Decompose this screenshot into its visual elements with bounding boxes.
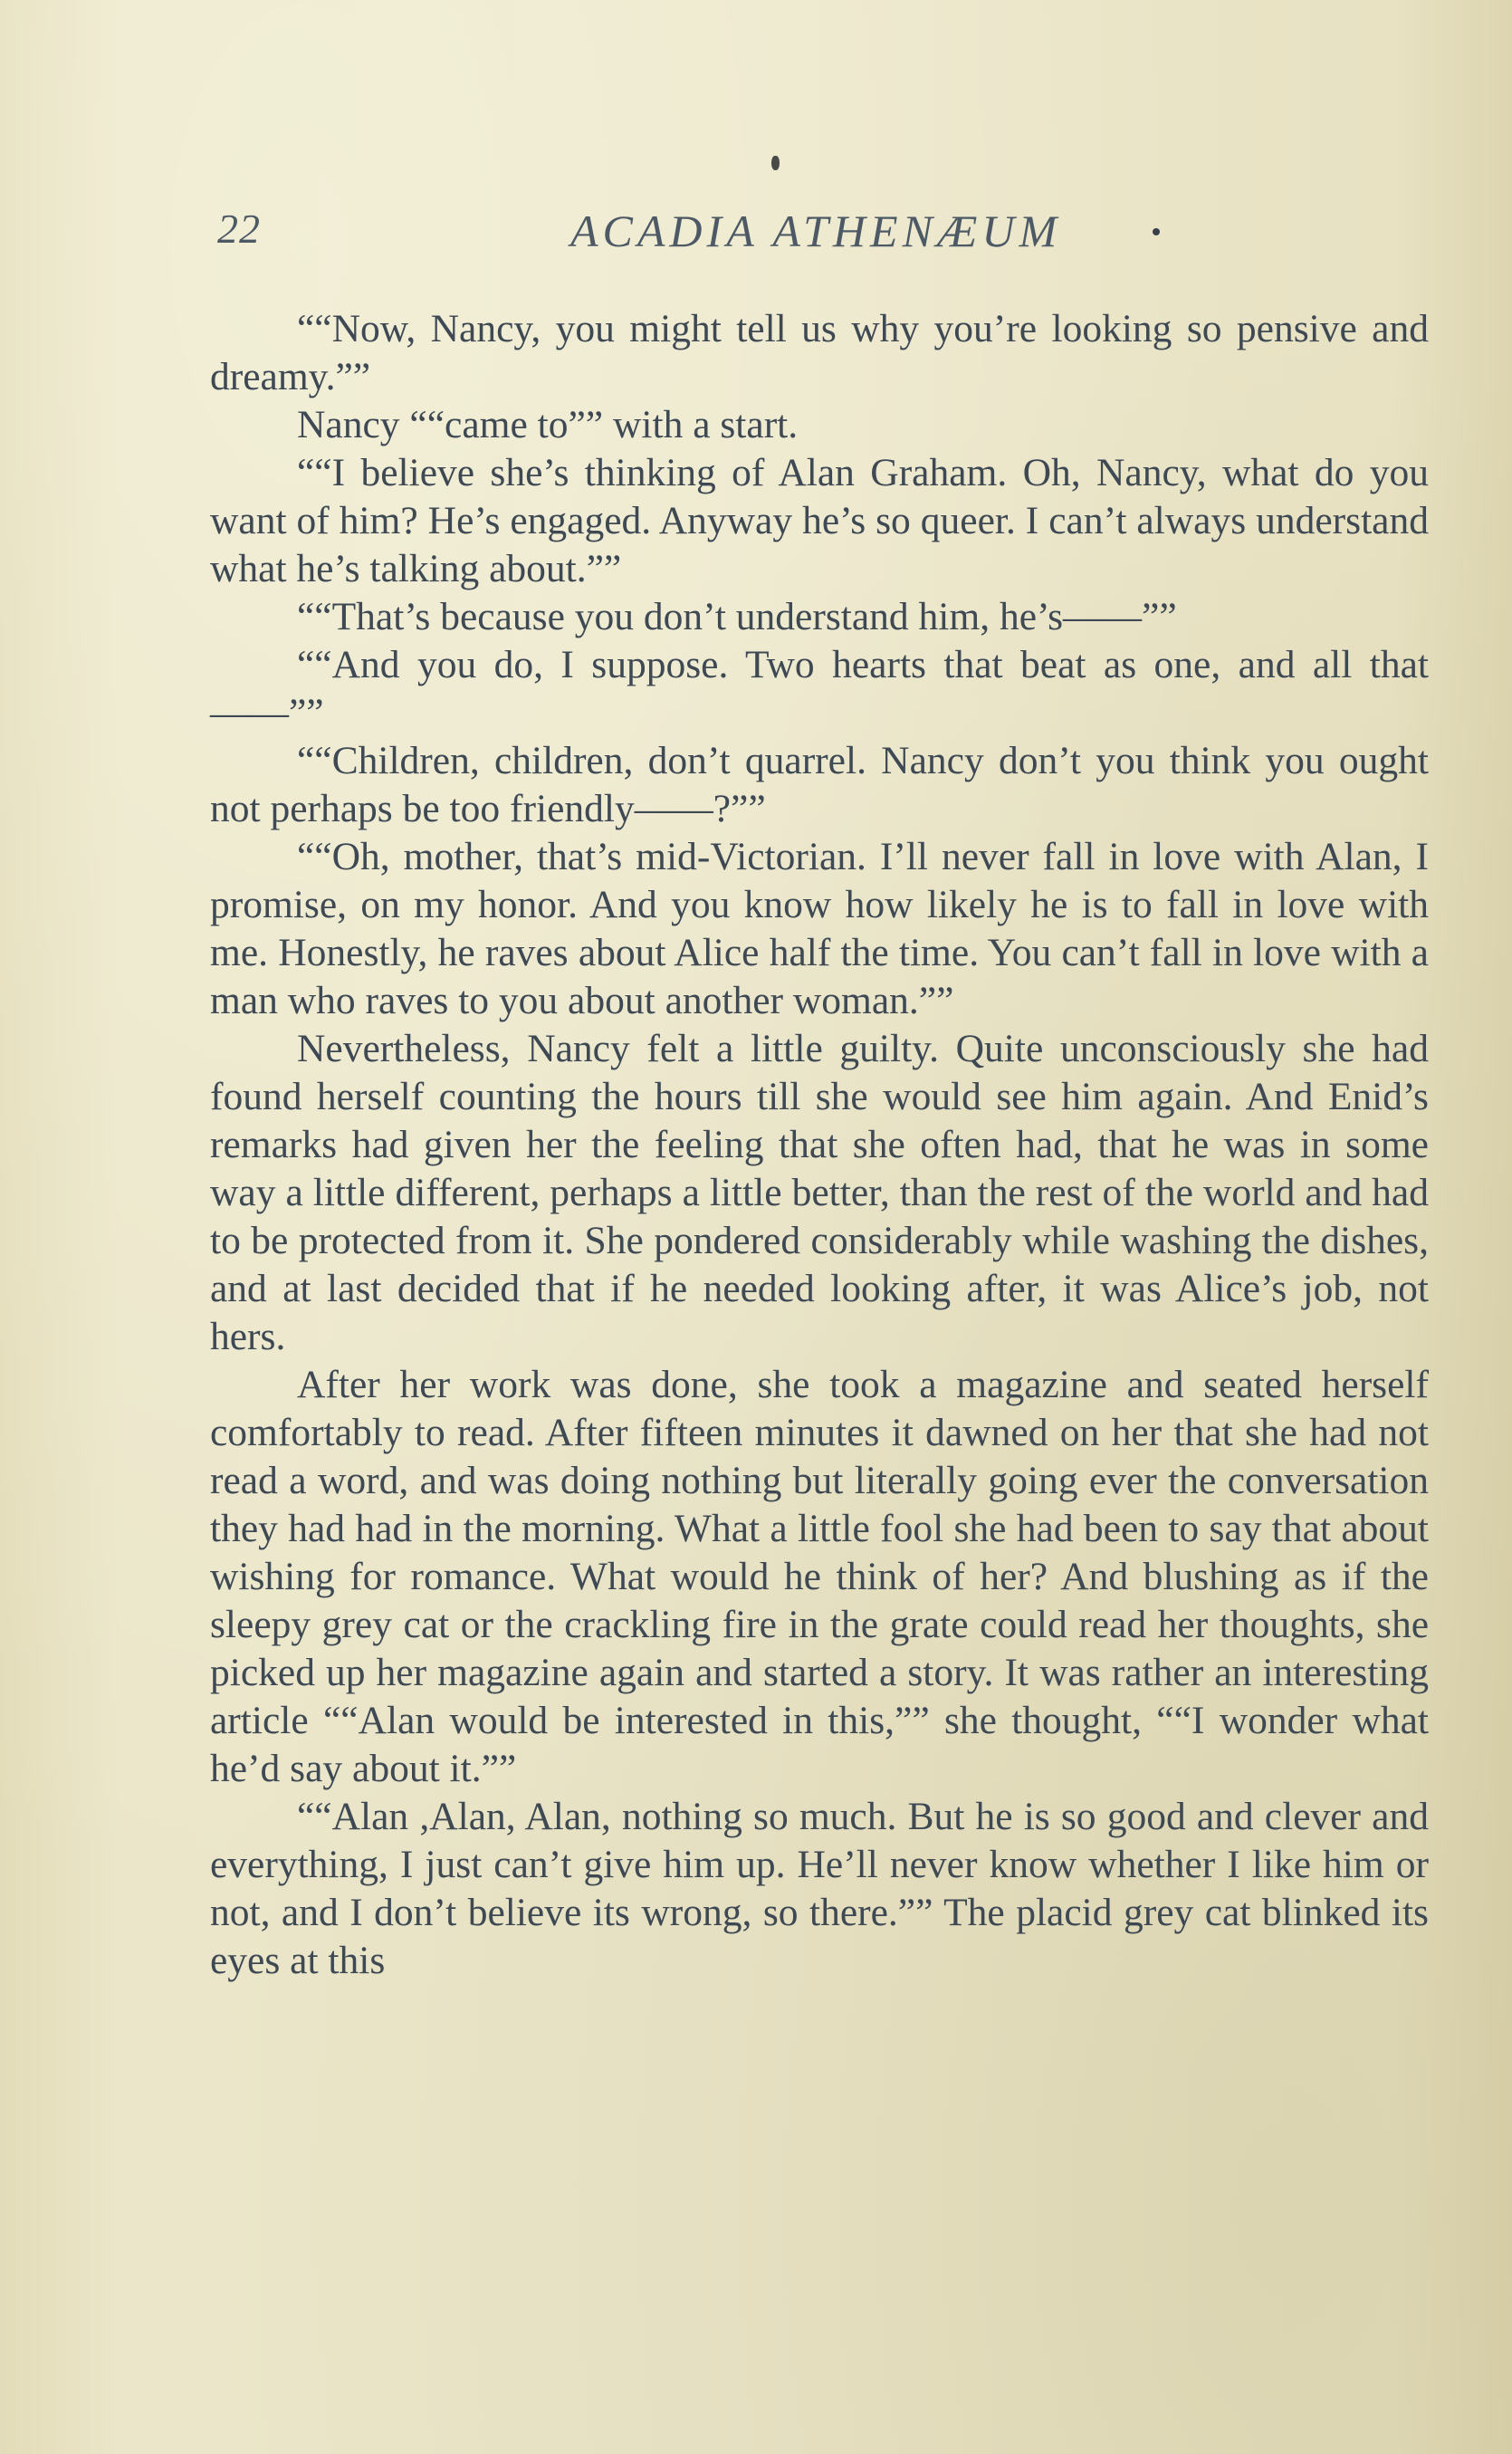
header-dot (1153, 228, 1160, 235)
page-header (217, 205, 1286, 259)
ink-blot (771, 156, 780, 170)
paragraph: ““Alan ,Alan, Alan, nothing so much. But he is so good and clever and everything, I just can’t give him up. He’ll never know whether I like him or not, and I don’t believe its wrong, so there.”” The placid grey cat blinked its eyes at this (210, 1795, 1429, 1982)
paragraph: Nevertheless, Nancy felt a little guilty. Quite unconsciously she had found herself counting the hours till she would see him again. And Enid’s remarks had given her the feeling that she often had, that he was in some way a little different, perhaps a little better, than the rest of the world and had to be protected from it. She pondered considerably while washing the dishes, and at last decided that if he needed looking after, it was Alice’s job, not hers. (210, 1027, 1429, 1358)
paragraph: ““That’s because you don’t understand him, he’s——”” (297, 595, 1177, 638)
paragraph: ““And you do, I suppose. Two hearts that beat as one, and all that——”” (210, 643, 1429, 734)
body-text (210, 305, 1429, 1985)
running-title: ACADIA ATHENÆUM (570, 206, 1062, 256)
page-number: 22 (217, 206, 261, 252)
paragraph: After her work was done, she took a magazine and seated herself comfortably to read. After fifteen minutes it dawned on her that she had not read a word, and was doing nothing but literally going ever the conversation they had had in the morning. What a little fool she had been to say that about wishing for romance. What would he think of her? And blushing as if the sleepy grey cat or the crackling fire in the grate could read her thoughts, she picked up her magazine again and started a story. It was rather an interesting article ““Alan would be interested in this,”” she thought, ““I wonder what he’d say about it.”” (210, 1363, 1429, 1790)
paragraph: Nancy ““came to”” with a start. (297, 403, 799, 446)
paragraph: ““Oh, mother, that’s mid-Victorian. I’ll never fall in love with Alan, I promise, on my honor. And you know how likely he is to fall in love with me. Honestly, he raves about Alice half the time. You can’t fall in love with a man who raves to you about another woman.”” (210, 835, 1429, 1022)
paragraph: ““Now, Nancy, you might tell us why you’re looking so pensive and dreamy.”” (210, 307, 1429, 398)
paragraph: ““Children, children, don’t quarrel. Nancy don’t you think you ought not perhaps be too friendly——?”” (210, 739, 1429, 830)
paragraph: ““I believe she’s thinking of Alan Graham. Oh, Nancy, what do you want of him? He’s engaged. Anyway he’s so queer. I can’t always understand what he’s talking about.”” (210, 451, 1429, 590)
